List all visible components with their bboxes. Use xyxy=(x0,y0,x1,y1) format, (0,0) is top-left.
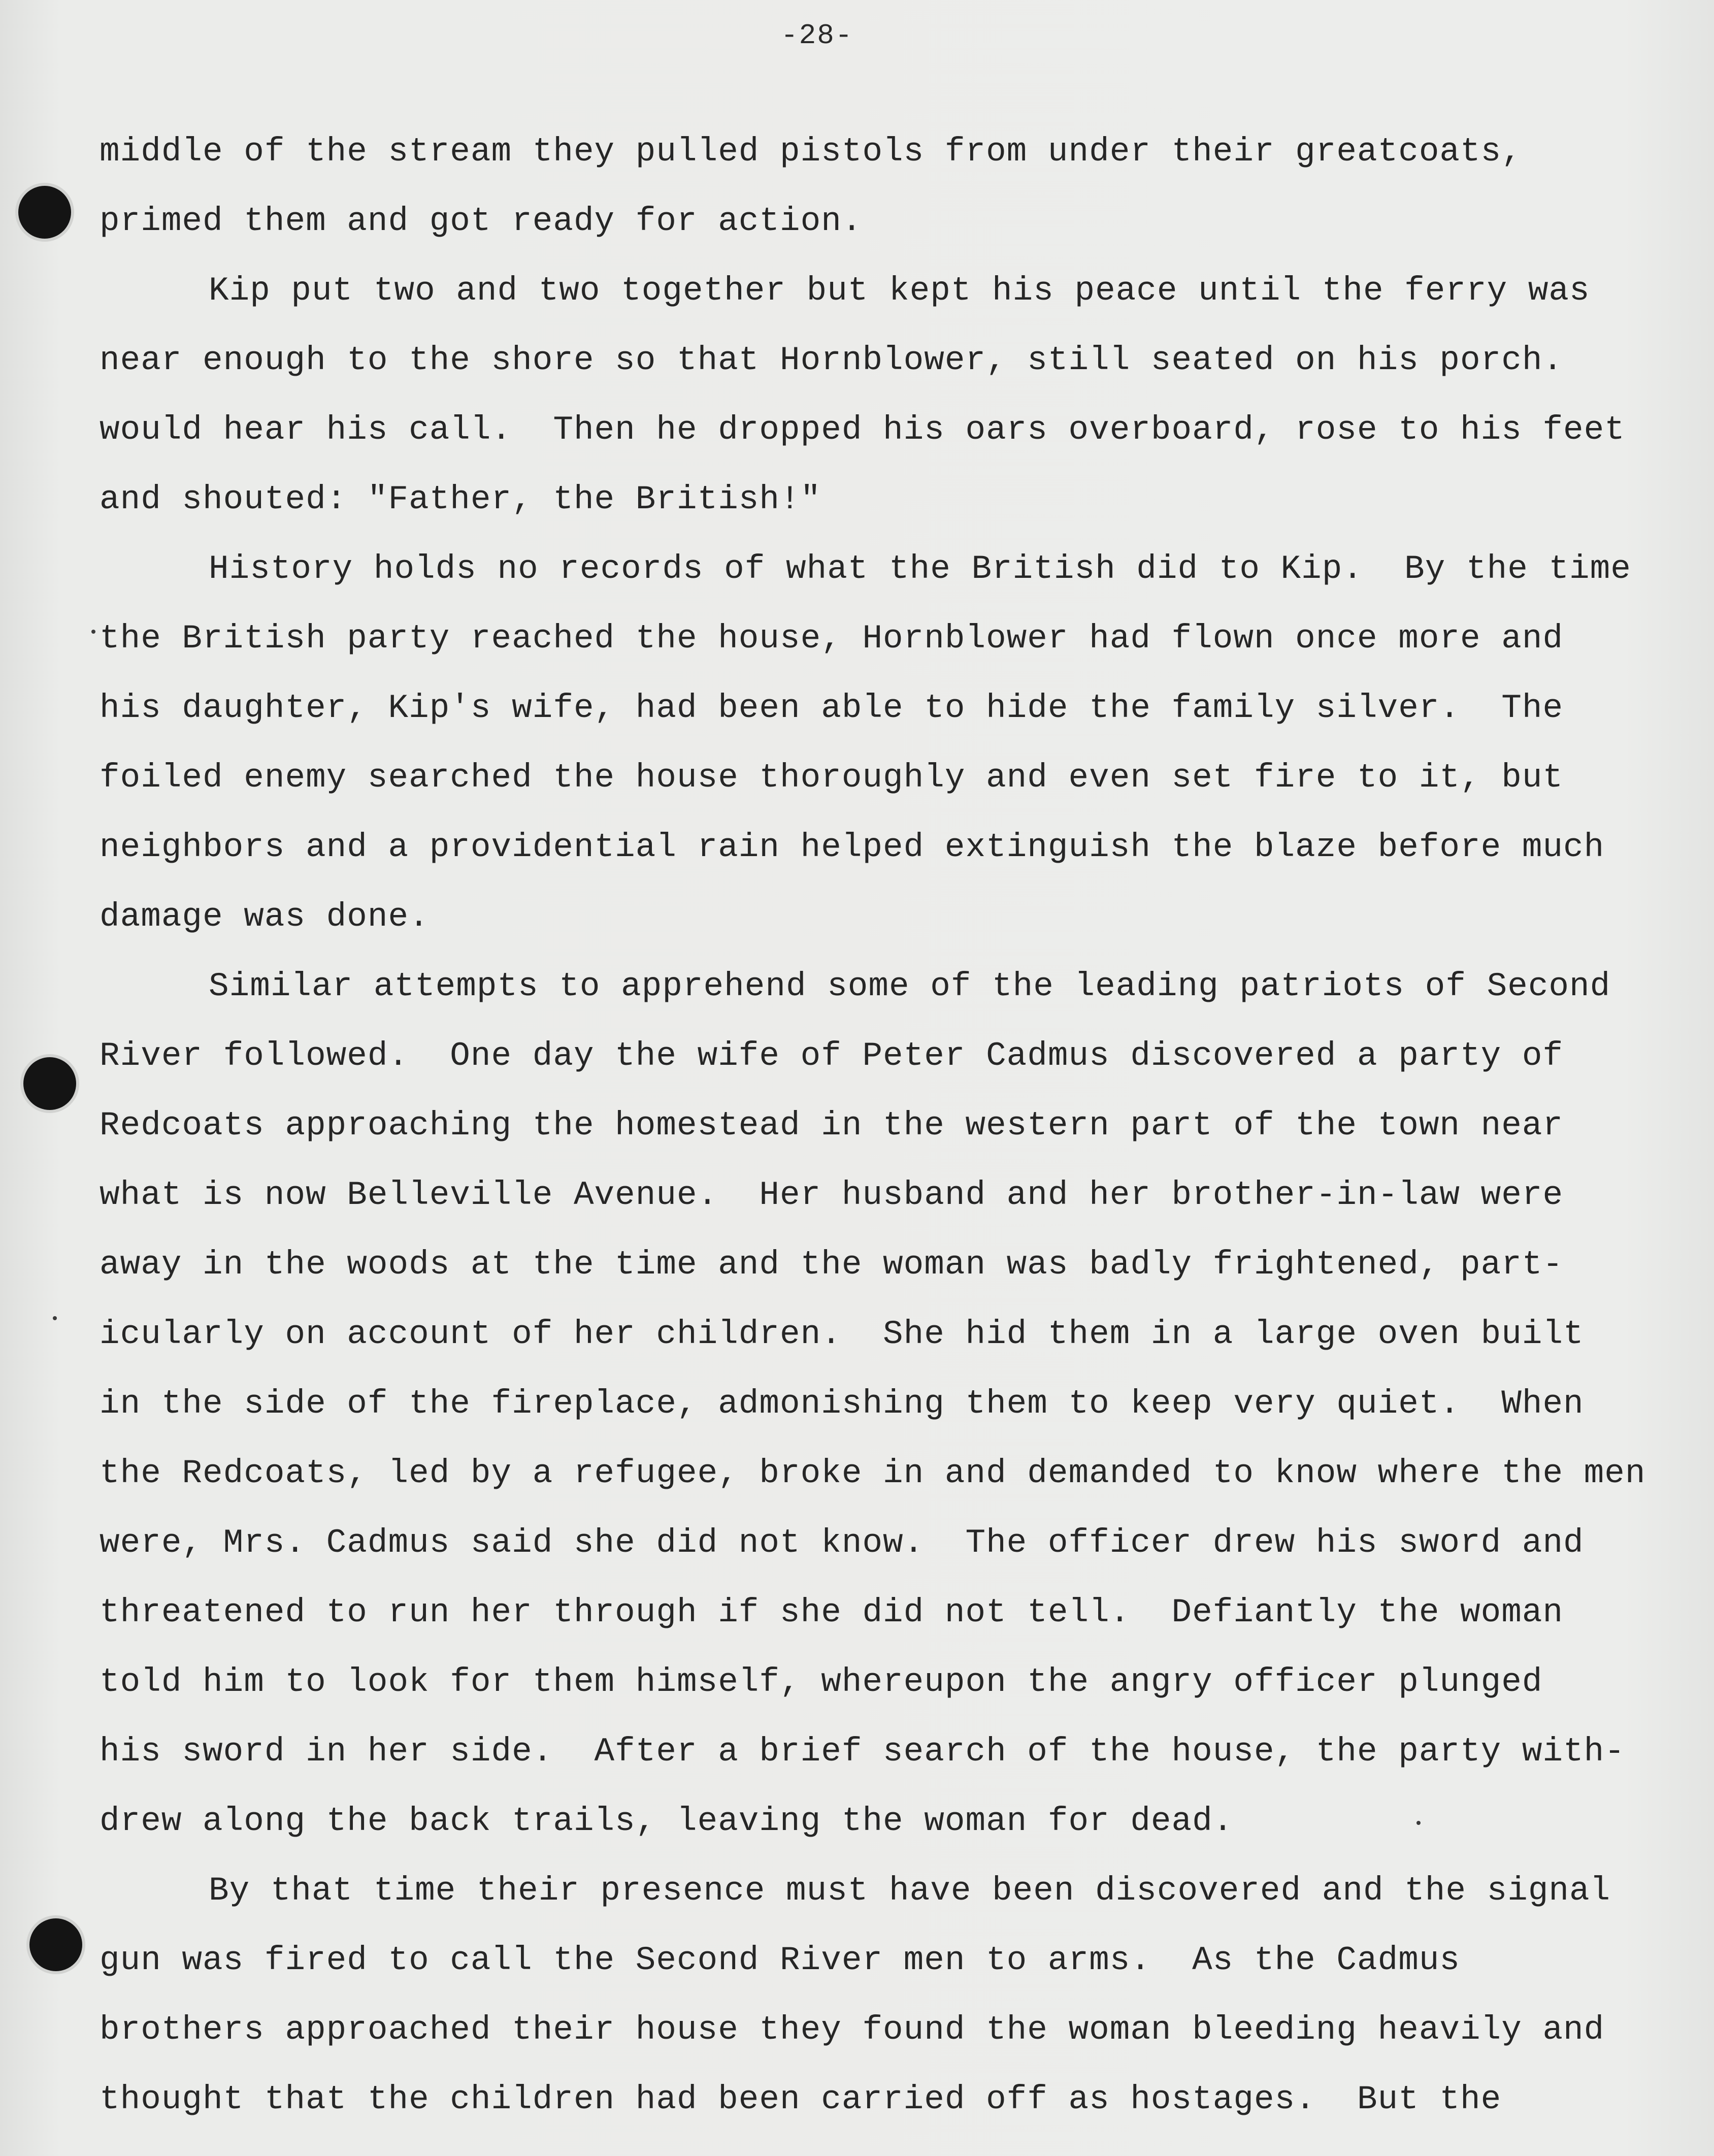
punch-hole-top xyxy=(18,186,71,239)
paper-speck xyxy=(91,630,95,634)
paper-speck xyxy=(53,1316,57,1320)
text-line: would hear his call. Then he dropped his oars overboard, rose to his feet xyxy=(100,411,1625,449)
text-line: in the side of the fireplace, admonishing them to keep very quiet. When xyxy=(100,1385,1584,1423)
text-line: damage was done. xyxy=(100,898,430,936)
text-line: Similar attempts to apprehend some of the leading patriots of Second xyxy=(209,967,1611,1005)
text-line: his daughter, Kip's wife, had been able to hide the family silver. The xyxy=(100,689,1564,727)
text-line: near enough to the shore so that Hornblower, still seated on his porch. xyxy=(100,341,1564,379)
text-line: Redcoats approaching the homestead in the western part of the town near xyxy=(100,1106,1564,1145)
text-line: River followed. One day the wife of Peter Cadmus discovered a party of xyxy=(100,1037,1564,1075)
text-line: the British party reached the house, Hornblower had flown once more and xyxy=(100,619,1564,658)
text-line: his sword in her side. After a brief search of the house, the party with- xyxy=(100,1733,1625,1771)
body-text xyxy=(100,117,1689,2134)
text-line: gun was fired to call the Second River men to arms. As the Cadmus xyxy=(100,1941,1461,1979)
text-line: Kip put two and two together but kept his peace until the ferry was xyxy=(209,272,1590,310)
punch-hole-middle xyxy=(23,1057,76,1110)
text-line: primed them and got ready for action. xyxy=(100,202,863,240)
text-line: threatened to run her through if she did not tell. Defiantly the woman xyxy=(100,1593,1564,1631)
text-line: middle of the stream they pulled pistols from under their greatcoats, xyxy=(100,133,1522,171)
text-line: By that time their presence must have been discovered and the signal xyxy=(209,1872,1611,1910)
text-line: away in the woods at the time and the woman was badly frightened, part- xyxy=(100,1246,1564,1284)
text-line: drew along the back trails, leaving the woman for dead. xyxy=(100,1802,1234,1840)
text-line: foiled enemy searched the house thoroughly and even set fire to it, but xyxy=(100,759,1564,797)
text-line: History holds no records of what the British did to Kip. By the time xyxy=(209,550,1631,588)
text-line: neighbors and a providential rain helped extinguish the blaze before much xyxy=(100,828,1605,866)
text-line: were, Mrs. Cadmus said she did not know. The officer drew his sword and xyxy=(100,1524,1584,1562)
text-line: the Redcoats, led by a refugee, broke in and demanded to know where the men xyxy=(100,1454,1646,1492)
text-line: brothers approached their house they found the woman bleeding heavily and xyxy=(100,2011,1605,2049)
text-line: icularly on account of her children. She hid them in a large oven built xyxy=(100,1315,1584,1353)
page-number: -28- xyxy=(781,19,853,52)
text-line: what is now Belleville Avenue. Her husband and her brother-in-law were xyxy=(100,1176,1564,1214)
text-line: and shouted: "Father, the British!" xyxy=(100,480,821,518)
punch-hole-bottom xyxy=(29,1918,82,1971)
text-line: thought that the children had been carried off as hostages. But the xyxy=(100,2080,1502,2118)
text-line: told him to look for them himself, whereupon the angry officer plunged xyxy=(100,1663,1543,1701)
